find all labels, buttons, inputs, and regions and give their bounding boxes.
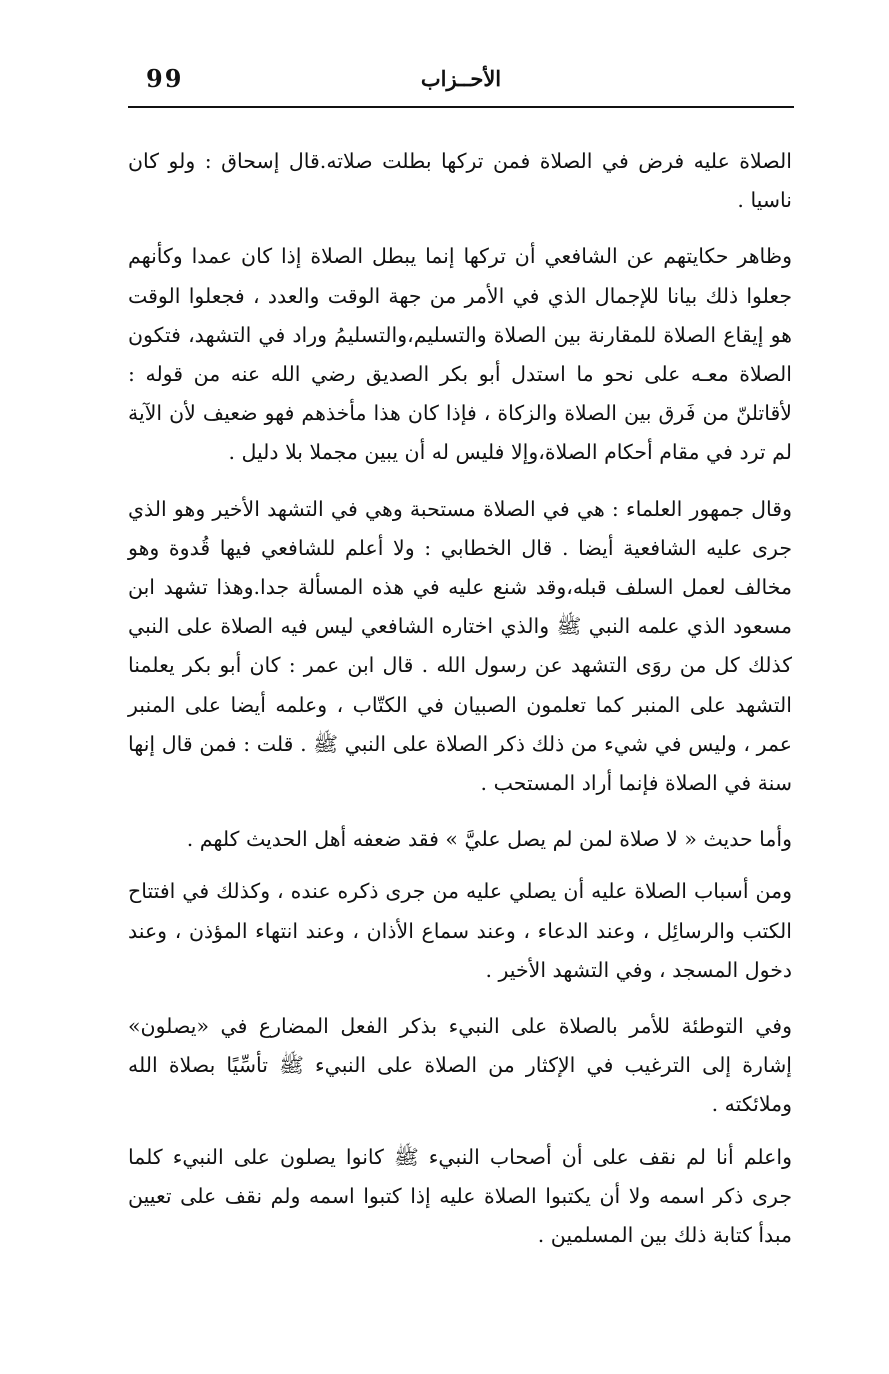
paragraph-5: ومن أسباب الصلاة عليه أن يصلي عليه من جرى ذكره عنده ، وكذلك في افتتاح الكتب والرسائِل ، وعند الدعاء ، وعند سماع الأذان ، وعند انتهاء المؤذن ، وعند دخول المسجد ، وفي التشهد الأخير .	[128, 879, 792, 982]
body-text	[128, 142, 792, 1255]
page-number: 99	[146, 64, 184, 93]
header-rule	[128, 106, 794, 108]
paragraph-3: وقال جمهور العلماء : هي في الصلاة مستحبة وهي في التشهد الأخير وهو الذي جرى عليه الشافعية أيضا . قال الخطابي : ولا أعلم للشافعي فيها قُدوة وهو مخالف لعمل السلف قبله،وقد شنع عليه في هذه المسألة جدا.وهذا تشهد ابن مسعود الذي علمه النبي ﷺ والذي اختاره الشافعي ليس فيه الصلاة على النبي كذلك كل من روَى التشهد عن رسول الله . قال ابن عمر : كان أبو بكر يعلمنا التشهد على المنبر كما تعلمون الصبيان في الكتّاب ، وعلمه أيضا على المنبر عمر ، وليس في شيء من ذلك ذكر الصلاة على النبي ﷺ . قلت : فمن قال إنها سنة في الصلاة فإنما أراد المستحب .	[128, 496, 792, 796]
running-title: الأحــزاب	[420, 66, 502, 91]
paragraph-7: واعلم أنا لم نقف على أن أصحاب النبيء ﷺ كانوا يصلون على النبيء كلما جرى ذكر اسمه ولا أن يكتبوا الصلاة عليه إذا كتبوا اسمه ولم نقف على تعيين مبدأ كتابة ذلك بين المسلمين .	[128, 1144, 792, 1248]
page-header	[128, 62, 794, 102]
paragraph-6: وفي التوطئة للأمر بالصلاة على النبيء بذكر الفعل المضارع في «يصلون» إشارة إلى الترغيب في الإكثار من الصلاة على النبيء ﷺ تأسِّيًا بصلاة الله وملائكته .	[128, 1014, 792, 1117]
paragraph-4: وأما حديث « لا صلاة لمن لم يصل عليَّ » فقد ضعفه أهل الحديث كلهم .	[186, 827, 792, 852]
paragraph-1: الصلاة عليه فرض في الصلاة فمن تركها بطلت صلاته.قال إسحاق : ولو كان ناسيا .	[128, 149, 792, 213]
paragraph-2: وظاهر حكايتهم عن الشافعي أن تركها إنما يبطل الصلاة إذا كان عمدا وكأنهم جعلوا ذلك بيانا للإجمال الذي في الأمر من جهة الوقت والعدد ، فجعلوا الوقت هو إيقاع الصلاة للمقارنة بين الصلاة والتسليم،والتسليمُ وراد في التشهد، فتكون الصلاة معـه على نحو ما استدل أبو بكر الصديق رضي الله عنه من قوله : لأقاتلنّ من فَرق بين الصلاة والزكاة ، فإذا كان هذا مأخذهم فهو ضعيف لأن الآية لم ترد في مقام أحكام الصلاة،وإلا فليس له أن يبين مجملا بلا دليل .	[128, 244, 792, 465]
